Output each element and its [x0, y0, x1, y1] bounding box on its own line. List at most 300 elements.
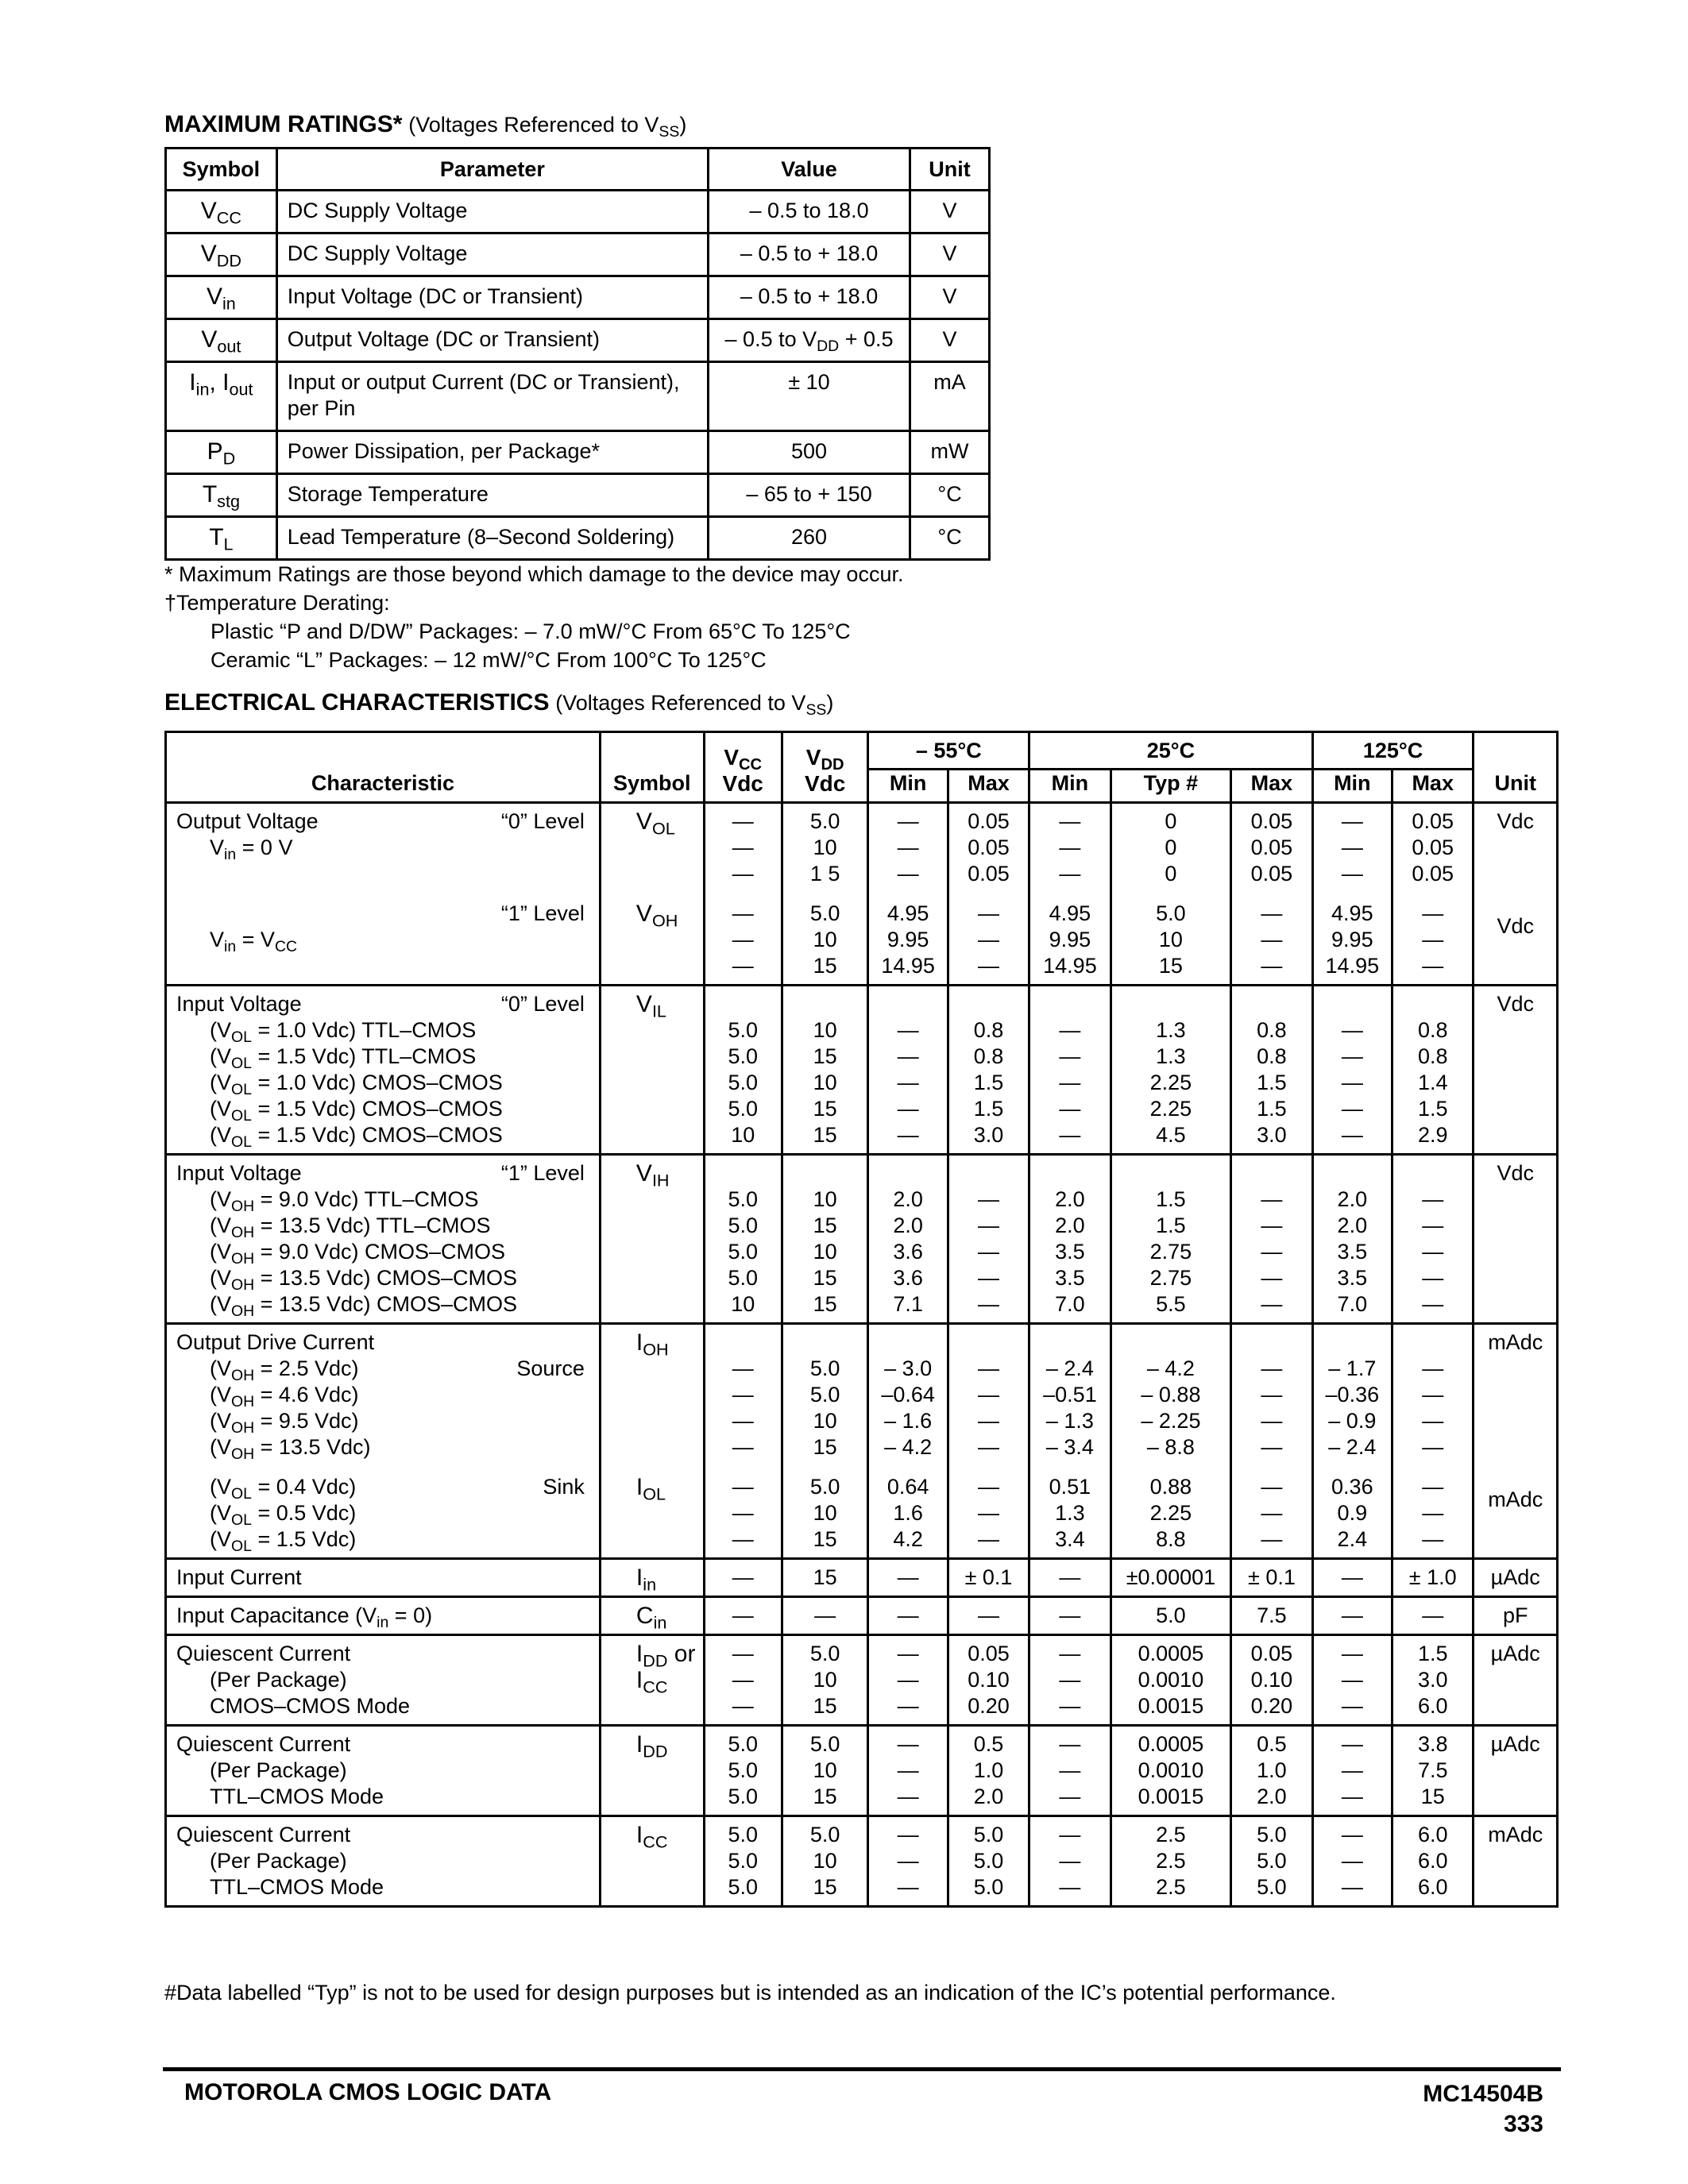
value-line: —	[1059, 1668, 1081, 1692]
value-line	[1237, 991, 1306, 1017]
symbol-letter: V	[635, 808, 652, 835]
value-line: 2.5	[1156, 1823, 1186, 1846]
ec-symbol-cell	[600, 1559, 704, 1597]
value-line: – 1.3	[1045, 1409, 1094, 1433]
value-line: 0.0005	[1138, 1642, 1204, 1665]
value-line: —	[1422, 901, 1444, 925]
value-line: —	[978, 1187, 999, 1211]
value-line: 8.8	[1156, 1527, 1186, 1551]
unit-cell: V	[910, 233, 990, 276]
characteristic-line	[176, 1500, 594, 1529]
value-text: ± 10	[788, 370, 830, 394]
value-line: 7.5	[1417, 1758, 1448, 1782]
char-part: (V	[210, 1123, 231, 1147]
value-line: 5.0	[728, 1097, 758, 1121]
cell-unit	[1474, 1155, 1558, 1324]
characteristic-line	[176, 901, 594, 927]
ec-symbol	[635, 1565, 698, 1595]
symbol-letter: V	[201, 326, 218, 353]
level-label: “0” Level	[500, 992, 585, 1016]
cell-hmin	[1312, 1324, 1392, 1559]
cell-rmin	[1029, 1816, 1111, 1907]
characteristic-cell	[166, 986, 601, 1155]
value-line: —	[1059, 1875, 1081, 1899]
col-vdd: $V_{DD}$ Vdc	[782, 732, 868, 803]
value-line: 5.0	[728, 1849, 758, 1873]
value-line: 0.0010	[1138, 1668, 1204, 1692]
unit-cell: mW	[910, 431, 990, 474]
characteristic-text	[176, 1213, 491, 1239]
parameter-cell	[276, 362, 708, 431]
characteristic-line	[176, 808, 594, 835]
char-subscript: OL	[231, 1080, 252, 1098]
value-line: —	[732, 928, 754, 951]
note-max-ratings: * Maximum Ratings are those beyond which damage to the device may occur.	[164, 562, 904, 586]
value-line: —	[1261, 1383, 1283, 1406]
typ-footnote: #Data labelled “Typ” is not to be used for design purposes but is intended as an indication of the IC’s potential performance.	[164, 1981, 1336, 2005]
value-line: 0.10	[968, 1668, 1010, 1692]
value-line: 3.5	[1337, 1266, 1368, 1290]
value-line: 1.4	[1417, 1071, 1448, 1094]
cell-rmax	[1231, 1559, 1312, 1597]
value-line: —	[732, 1383, 754, 1406]
characteristic-cell	[166, 1635, 601, 1726]
cell-vcc	[704, 1155, 782, 1324]
line-gap	[176, 887, 594, 901]
cell-lmax	[948, 1155, 1029, 1324]
value-line: —	[732, 1565, 754, 1589]
char-part: V	[210, 835, 225, 859]
symbol-letter: I	[635, 1329, 643, 1356]
value-line: 0.51	[1049, 1475, 1091, 1499]
value-line: —	[978, 928, 999, 951]
value-line: —	[978, 1603, 999, 1627]
value-text: 260	[791, 525, 828, 549]
characteristic-line	[176, 1603, 594, 1629]
value-line: —	[1341, 1758, 1363, 1782]
symbol-letter: I	[635, 1731, 643, 1758]
value-line: 2.25	[1149, 1097, 1192, 1121]
unit-cell: °C	[910, 474, 990, 517]
characteristic-line	[176, 1356, 594, 1382]
col-parameter: Parameter	[276, 149, 708, 191]
value-line: —	[1059, 1071, 1081, 1094]
value-line: —	[1261, 1240, 1283, 1264]
value-line: 5.0	[809, 1475, 840, 1499]
char-part-after: = 13.5 Vdc) CMOS–CMOS	[254, 1266, 518, 1290]
line-gap	[1035, 887, 1104, 901]
unit-cell: V	[910, 191, 990, 233]
char-subscript: OH	[231, 1366, 255, 1384]
value-line: 10	[1158, 928, 1183, 951]
unit-cell: V	[910, 319, 990, 362]
level-label: Sink	[543, 1475, 585, 1499]
value-line: 3.0	[1257, 1123, 1287, 1147]
max-ratings-row	[166, 431, 990, 474]
characteristic-text	[176, 1784, 384, 1810]
characteristic-text	[176, 1693, 410, 1719]
cell-lmax	[948, 1597, 1029, 1635]
value-line: —	[1261, 1187, 1283, 1211]
col-value: Value	[708, 149, 910, 191]
value-line: —	[897, 1758, 919, 1782]
value-line: —	[1422, 1475, 1444, 1499]
characteristic-line	[176, 1160, 594, 1187]
characteristic-text	[176, 1731, 350, 1758]
value-line: Vdc	[1497, 914, 1534, 938]
value-line: 2.9	[1417, 1123, 1448, 1147]
electrical-body	[166, 803, 1558, 1907]
cell-lmin	[868, 1155, 948, 1324]
value-line: —	[1341, 809, 1363, 833]
parameter-cell	[276, 233, 708, 276]
parameter-text: DC Supply Voltage	[287, 199, 468, 222]
value-line: µAdc	[1490, 1642, 1540, 1665]
value-line	[1479, 1434, 1551, 1461]
char-part: Input Capacitance (V	[176, 1603, 377, 1627]
characteristic-text	[176, 1565, 302, 1591]
characteristic-line	[176, 1758, 594, 1784]
value-line: —	[1341, 1785, 1363, 1808]
value-line: 15	[813, 1875, 837, 1899]
value-line: 5.0	[973, 1875, 1004, 1899]
line-gap	[1319, 887, 1386, 901]
value-line: – 4.2	[1146, 1356, 1195, 1380]
symbol-spacer	[636, 1422, 698, 1448]
value-line	[874, 991, 941, 1017]
value-line: 1.5	[1156, 1214, 1186, 1237]
cell-hmax	[1393, 1324, 1474, 1559]
value-line: ±0.00001	[1126, 1565, 1216, 1589]
value-line: —	[732, 1527, 754, 1551]
char-part: (V	[210, 1266, 231, 1290]
value-line: 0.05	[1250, 862, 1293, 886]
electrical-characteristics-table	[164, 731, 1559, 1908]
value-line	[1035, 1329, 1104, 1356]
symbol-letter: I	[635, 1641, 643, 1667]
cell-vcc	[704, 1597, 782, 1635]
characteristic-line	[176, 1731, 594, 1758]
char-part: Input Voltage	[176, 992, 302, 1016]
char-part-after: = 0.4 Vdc)	[251, 1475, 357, 1499]
value-line: —	[1341, 1732, 1363, 1756]
line-gap	[1398, 1461, 1467, 1474]
char-part: (V	[210, 1383, 231, 1406]
value-line: —	[1422, 1603, 1444, 1627]
value-line: 3.5	[1055, 1266, 1085, 1290]
col-rmin: Min	[1029, 770, 1111, 803]
symbol-letter: V	[200, 198, 217, 224]
ec-symbol-cell	[600, 1816, 704, 1907]
characteristic-text	[176, 1758, 347, 1784]
col-characteristic: Characteristic	[166, 732, 601, 803]
value-line: 5.0	[728, 1823, 758, 1846]
value-line: – 8.8	[1146, 1435, 1195, 1459]
value-line: 15	[813, 1694, 837, 1718]
value-line: 14.95	[1043, 954, 1097, 978]
value-line	[1035, 991, 1104, 1017]
value-line: 5.0	[809, 809, 840, 833]
value-line	[1479, 887, 1551, 913]
value-line: —	[732, 1409, 754, 1433]
characteristic-text	[176, 1291, 517, 1318]
value-line: —	[897, 1694, 919, 1718]
cell-rtyp	[1111, 1559, 1231, 1597]
value-line: 15	[813, 1266, 837, 1290]
cell-rtyp	[1111, 1324, 1231, 1559]
cell-lmax	[948, 803, 1029, 986]
value-line: 5.0	[1156, 1603, 1186, 1627]
characteristic-text	[176, 1122, 503, 1151]
char-part-after: = 13.5 Vdc)	[254, 1435, 371, 1459]
value-line: —	[897, 1565, 919, 1589]
char-part: Input Current	[176, 1565, 302, 1589]
characteristic-text	[176, 1187, 479, 1213]
value-line: —	[897, 1849, 919, 1873]
value-line: 6.0	[1417, 1694, 1448, 1718]
value-line: 2.5	[1156, 1849, 1186, 1873]
value-line: – 2.25	[1141, 1409, 1201, 1433]
cell-hmax	[1393, 1816, 1474, 1907]
symbol-letter: V	[200, 241, 217, 267]
value-line: 1.3	[1156, 1044, 1186, 1068]
value-line: —	[1261, 1475, 1283, 1499]
col-unit: Unit	[910, 149, 990, 191]
value-line: —	[897, 1823, 919, 1846]
max-ratings-heading	[164, 111, 687, 141]
level-label: Source	[516, 1356, 585, 1380]
cell-rmin	[1029, 1324, 1111, 1559]
value-line: 5.0	[728, 1018, 758, 1042]
value-line: —	[1261, 901, 1283, 925]
value-cell	[708, 517, 910, 560]
parameter-cell	[276, 474, 708, 517]
characteristic-text	[176, 1329, 374, 1356]
value-line: —	[978, 1409, 999, 1433]
unit-cell: V	[910, 276, 990, 319]
char-part: Input Voltage	[176, 1161, 302, 1185]
value-line: 14.95	[1325, 954, 1380, 978]
value-line: —	[897, 1642, 919, 1665]
char-part-after: = 9.5 Vdc)	[254, 1409, 359, 1433]
value-line: 2.25	[1149, 1501, 1192, 1525]
characteristic-text	[176, 808, 319, 835]
characteristic-text	[176, 1044, 476, 1070]
value-line: —	[897, 1732, 919, 1756]
char-part: (Per Package)	[210, 1758, 347, 1782]
cell-rmax	[1231, 1155, 1312, 1324]
value-line: 1.3	[1156, 1018, 1186, 1042]
value-line: —	[897, 1603, 919, 1627]
symbol-subscript: CC	[643, 1831, 668, 1852]
value-line: —	[1341, 1694, 1363, 1718]
char-part: (V	[210, 1501, 231, 1525]
characteristic-line	[176, 1382, 594, 1408]
characteristic-text	[176, 1474, 357, 1503]
char-subscript: in	[377, 1613, 389, 1631]
ec-symbol-cell	[600, 1726, 704, 1816]
char-part-after: = 0)	[388, 1603, 433, 1627]
cell-vcc	[704, 1816, 782, 1907]
value-line	[1398, 1160, 1467, 1187]
cell-vdd	[782, 1324, 868, 1559]
value-line: —	[1422, 1383, 1444, 1406]
value-line: 5.0	[809, 1356, 840, 1380]
max-ratings-notes	[164, 560, 903, 674]
value-line	[954, 991, 1023, 1017]
cell-lmax	[948, 986, 1029, 1155]
cell-lmin	[868, 1597, 948, 1635]
char-part-after: = 0.5 Vdc)	[251, 1501, 357, 1525]
value-line: 1.5	[1417, 1642, 1448, 1665]
col-ec-symbol: Symbol	[600, 732, 704, 803]
value-line: —	[978, 1356, 999, 1380]
value-line: —	[897, 862, 919, 886]
value-line: 4.2	[893, 1527, 923, 1551]
value-line: 3.6	[893, 1266, 923, 1290]
char-subscript: OH	[231, 1418, 255, 1437]
value-line: —	[897, 809, 919, 833]
value-line: —	[732, 1642, 754, 1665]
electrical-title: ELECTRICAL CHARACTERISTICS	[164, 689, 550, 716]
char-part: (V	[210, 1292, 231, 1316]
level-label: “1” Level	[500, 901, 585, 925]
value-line: 15	[813, 1565, 837, 1589]
value-line: 5.0	[728, 1187, 758, 1211]
symbol-spacer	[636, 848, 698, 874]
ec-row	[166, 803, 1558, 986]
symbol-subscript: OH	[643, 1339, 669, 1360]
char-subscript: OL	[231, 1028, 252, 1046]
line-gap	[788, 1461, 863, 1474]
value-line: 9.95	[886, 928, 929, 951]
value-line: 0.8	[1257, 1018, 1287, 1042]
cell-lmax	[948, 1324, 1029, 1559]
value-line: —	[897, 1071, 919, 1094]
electrical-heading	[164, 689, 834, 719]
value-line: —	[978, 1501, 999, 1525]
value-line: —	[978, 1435, 999, 1459]
parameter-cell	[276, 517, 708, 560]
value-line	[1117, 1329, 1226, 1356]
char-part: (V	[210, 1527, 231, 1551]
value-line: 0	[1165, 835, 1177, 859]
symbol-letter: T	[202, 481, 218, 507]
value-line: 4.95	[1331, 901, 1373, 925]
value-line: mAdc	[1488, 1330, 1543, 1354]
value-line: 3.4	[1055, 1527, 1085, 1551]
value-line: –0.36	[1325, 1383, 1380, 1406]
parameter-text: Lead Temperature (8–Second Soldering)	[287, 525, 675, 549]
value-line: —	[978, 1527, 999, 1551]
col-rtyp: Typ #	[1111, 770, 1231, 803]
value-line: —	[897, 1668, 919, 1692]
value-line: —	[1341, 1097, 1363, 1121]
characteristic-text	[176, 835, 292, 861]
value-line: ± 0.1	[1248, 1565, 1296, 1589]
value-line	[1319, 1329, 1386, 1356]
line-gap	[710, 1461, 776, 1474]
value-line: —	[1341, 835, 1363, 859]
value-line: 0.0015	[1138, 1785, 1204, 1808]
characteristic-text	[176, 1848, 347, 1874]
value-line: mAdc	[1488, 1823, 1543, 1846]
char-subscript-2: CC	[274, 937, 298, 955]
ec-symbol	[635, 1160, 698, 1190]
value-line: 2.0	[1337, 1214, 1368, 1237]
value-line: pF	[1502, 1603, 1528, 1627]
char-part-after: = V	[236, 928, 275, 951]
ec-row	[166, 986, 1558, 1155]
value-line: —	[1059, 1603, 1081, 1627]
value-line: 5.0	[728, 1732, 758, 1756]
value-line: 5.0	[728, 1758, 758, 1782]
value-line: Vdc	[1497, 1161, 1534, 1185]
char-part-after: = 1.5 Vdc) CMOS–CMOS	[251, 1123, 503, 1147]
characteristic-text	[176, 1356, 358, 1382]
parameter-cell	[276, 431, 708, 474]
char-part: (V	[210, 1097, 231, 1121]
value-line: —	[1059, 1785, 1081, 1808]
symbol-letter: I	[635, 1474, 643, 1500]
col-group-minus55: – 55°C	[868, 732, 1029, 770]
symbol-suffix: or	[667, 1641, 696, 1667]
value-line: —	[1422, 1214, 1444, 1237]
value-line: 0.8	[973, 1018, 1004, 1042]
value-line: 4.5	[1156, 1123, 1186, 1147]
symbol-subscript: IL	[651, 1001, 666, 1021]
value-line: —	[1261, 1435, 1283, 1459]
value-line	[1479, 1461, 1551, 1487]
value-line: 0.05	[968, 809, 1010, 833]
cell-rmin	[1029, 1635, 1111, 1726]
value-line: —	[1422, 928, 1444, 951]
characteristic-line	[176, 927, 594, 953]
characteristic-text	[176, 1500, 357, 1529]
value-line: 0.10	[1250, 1668, 1293, 1692]
level-label: “1” Level	[500, 1161, 585, 1185]
cell-vdd	[782, 1635, 868, 1726]
parameter-text: DC Supply Voltage	[287, 241, 468, 265]
value-line: —	[1261, 1292, 1283, 1316]
footer-part-number: MC14504B	[1423, 2081, 1543, 2107]
value-line: 4.95	[1049, 901, 1091, 925]
value-line: 15	[813, 1527, 837, 1551]
value-line: 7.0	[1055, 1292, 1085, 1316]
symbol-subscript: CC	[216, 207, 241, 228]
cell-rmax	[1231, 986, 1312, 1155]
value-line: —	[1261, 1214, 1283, 1237]
value-line: —	[978, 1240, 999, 1264]
value-line: ± 1.0	[1408, 1565, 1457, 1589]
value-line	[1237, 1329, 1306, 1356]
value-line	[1035, 1160, 1104, 1187]
value-line	[788, 1329, 863, 1356]
col-rmax: Max	[1231, 770, 1312, 803]
value-line: —	[1059, 1018, 1081, 1042]
value-line: 5.0	[728, 1266, 758, 1290]
characteristic-text	[176, 1265, 518, 1294]
value-line: 0	[1165, 809, 1177, 833]
characteristic-text	[176, 1603, 432, 1629]
char-subscript: OH	[231, 1275, 255, 1294]
char-part: Output Voltage	[176, 809, 319, 833]
value-line: —	[1261, 1356, 1283, 1380]
unit-cell: °C	[910, 517, 990, 560]
char-part: (V	[210, 1018, 231, 1042]
characteristic-text	[176, 1382, 358, 1408]
cell-unit	[1474, 1726, 1558, 1816]
